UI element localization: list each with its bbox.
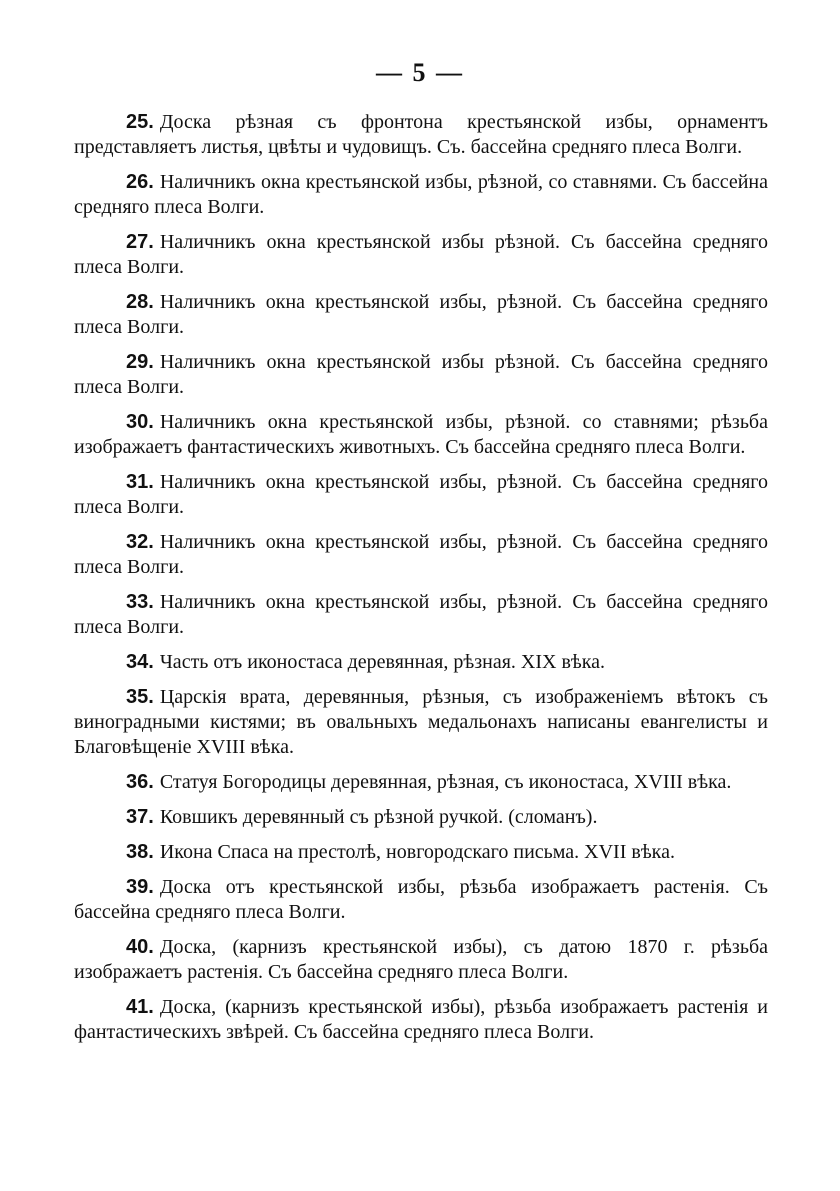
entry-text: Ковшикъ деревянный съ рѣзной ручкой. (сломанъ). [159,806,598,828]
entry-number: 27. [126,231,154,253]
entry-number: 37. [126,806,154,828]
entry-number: 30. [126,411,154,433]
catalog-entry [74,590,768,640]
entry-number: 34. [126,651,154,673]
entry-number: 36. [126,771,154,793]
catalog-entry [74,350,768,400]
entry-number: 41. [126,996,154,1018]
catalog-entry [74,470,768,520]
entry-number: 32. [126,531,154,553]
entry-text: Наличникъ окна крестьянской избы, рѣзной, со ставнями. Съ бассейна средняго плеса Волги. [74,171,768,218]
catalog-entry [74,230,768,280]
entry-number: 26. [126,171,154,193]
catalog-entry [74,170,768,220]
catalog-entry [74,995,768,1045]
catalog-entry [74,290,768,340]
entry-text: Наличникъ окна крестьянской избы рѣзной. Съ бассейна средняго плеса Волги. [74,351,768,398]
entry-text: Икона Спаса на престолѣ, новгородскаго письма. XVII вѣка. [159,841,675,863]
catalog-entry [74,530,768,580]
entry-list [74,110,768,1055]
page-number: — 5 — [376,58,464,87]
entry-number: 31. [126,471,154,493]
entry-number: 40. [126,936,154,958]
entry-text: Доска рѣзная съ фронтона крестьянской избы, орнаментъ представляетъ листья, цвѣты и чудовищъ. Съ. бассейна средняго плеса Волги. [74,111,768,158]
entry-text: Наличникъ окна крестьянской избы, рѣзной. Съ бассейна средняго плеса Волги. [74,591,768,638]
entry-text: Часть отъ иконостаса деревянная, рѣзная. XIX вѣка. [159,651,606,673]
entry-text: Доска, (карнизъ крестьянской избы), рѣзьба изображаетъ растенія и фантастическихъ звѣрей. Съ бассейна средняго плеса Волги. [74,996,768,1043]
catalog-entry [74,935,768,985]
catalog-entry [74,410,768,460]
entry-number: 35. [126,686,154,708]
entry-text: Наличникъ окна крестьянской избы, рѣзной. Съ бассейна средняго плеса Волги. [74,471,768,518]
entry-number: 28. [126,291,154,313]
entry-text: Наличникъ окна крестьянской избы, рѣзной. Съ бассейна средняго плеса Волги. [74,531,768,578]
entry-text: Наличникъ окна крестьянской избы, рѣзной. со ставнями; рѣзьба изображаетъ фантастическихъ животныхъ. Съ бассейна средняго плеса Волги. [74,411,768,458]
entry-text: Доска отъ крестьянской избы, рѣзьба изображаетъ растенія. Съ бассейна средняго плеса Волги. [74,876,768,923]
entry-text: Наличникъ окна крестьянской избы рѣзной. Съ бассейна средняго плеса Волги. [74,231,768,278]
entry-number: 39. [126,876,154,898]
catalog-entry [74,805,768,830]
entry-text: Доска, (карнизъ крестьянской избы), съ датою 1870 г. рѣзьба изображаетъ растенія. Съ бассейна средняго плеса Волги. [74,936,768,983]
catalog-entry [74,770,768,795]
catalog-entry [74,685,768,760]
entry-number: 33. [126,591,154,613]
entry-text: Царскія врата, деревянныя, рѣзныя, съ изображеніемъ вѣтокъ съ виноградными кистями; въ овальныхъ медальонахъ написаны евангелисты и Благовѣщеніе XVIII вѣка. [74,686,768,758]
entry-number: 29. [126,351,154,373]
catalog-entry [74,650,768,675]
catalog-entry [74,840,768,865]
entry-text: Статуя Богородицы деревянная, рѣзная, съ иконостаса, XVIII вѣка. [159,771,732,793]
entry-number: 38. [126,841,154,863]
entry-number: 25. [126,111,154,133]
catalog-entry [74,110,768,160]
catalog-entry [74,875,768,925]
entry-text: Наличникъ окна крестьянской избы, рѣзной. Съ бассейна средняго плеса Волги. [74,291,768,338]
